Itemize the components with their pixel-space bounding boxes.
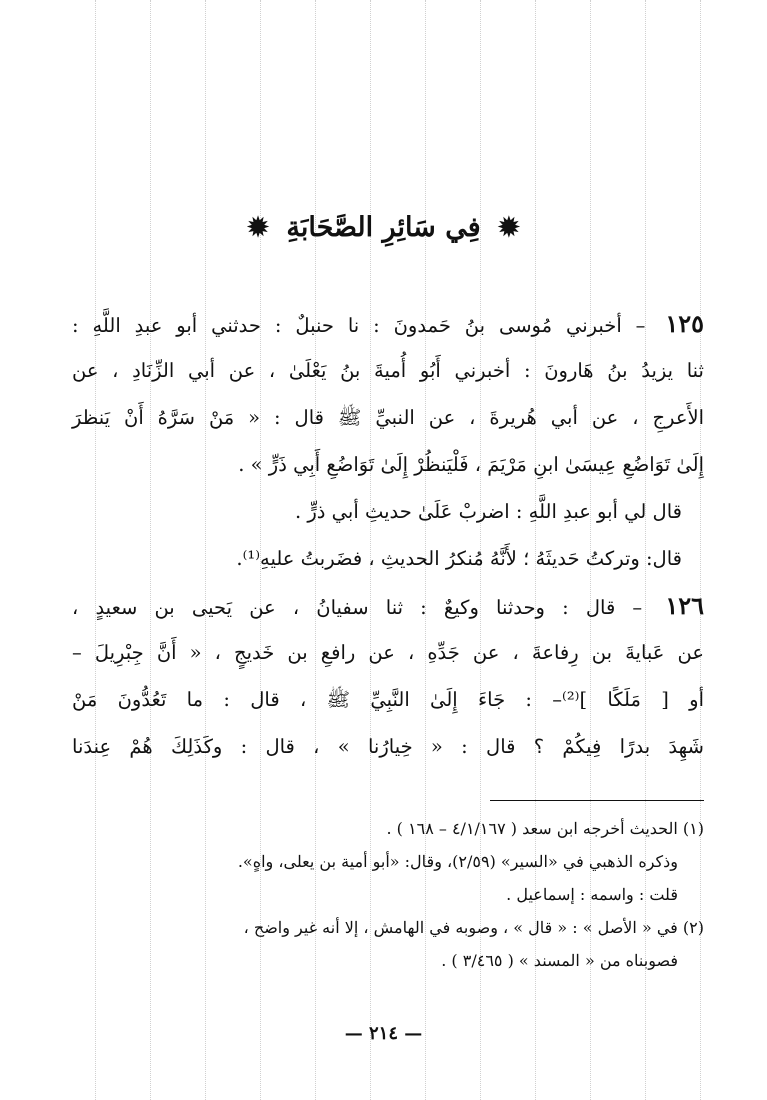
main-text bbox=[72, 300, 704, 770]
footnote-line: فصوبناه من « المسند » ( ٣/٤٦٥ ) . bbox=[441, 951, 678, 970]
section-heading bbox=[0, 208, 767, 248]
section-title: فِي سَائِرِ الصَّحَابَةِ bbox=[286, 212, 481, 243]
star-ornament-icon: ✹ bbox=[498, 213, 520, 243]
paragraph-line: الأَعرجِ ، عن أبي هُريرةَ ، عن النبيِّ ﷺ قال : « مَنْ سَرَّهُ أَنْ يَنظرَ bbox=[72, 406, 704, 429]
paragraph-line: عن عَبايةَ بن رِفاعةَ ، عن جَدِّهِ ، عن رافعِ بن خَديجٍ ، « أَنَّ جِبْرِيلَ – bbox=[72, 641, 704, 664]
paragraph-line: شَهِدَ بدرًا فِيكُمْ ؟ قال : « خِيارُنا » ، قال : وكَذَلِكَ هُمْ عِندَنا bbox=[72, 735, 704, 758]
page-number: — ٢١٤ — bbox=[344, 1023, 423, 1044]
paragraph-line: إِلَىٰ تَوَاضُعِ عِيسَىٰ ابنِ مَرْيَمَ ، فَلْيَنظُرْ إِلَىٰ تَوَاضُعِ أَبِي ذَرٍّ » . bbox=[238, 453, 704, 476]
footnote-line: قلت : واسمه : إسماعيل . bbox=[506, 885, 678, 904]
footnote-line: (١) الحديث أخرجه ابن سعد ( ٤/١/١٦٧ – ١٦٨ ) . bbox=[386, 819, 704, 838]
paragraph-line: قال: وتركتُ حَديثَهُ ؛ لأَنَّهُ مُنكرُ الحديثِ ، فضَربتُ عليهِ⁽¹⁾. bbox=[236, 547, 682, 570]
footnote-line: وذكره الذهبي في «السير» (٢/٥٩)، وقال: «أبو أمية بن يعلى، واهٍ». bbox=[237, 852, 678, 871]
paragraph-line: ١٢٥ – أخبرني مُوسى بنُ حَمدونَ : نا حنبلٌ : حدثني أبو عبدِ اللَّهِ : bbox=[72, 309, 704, 338]
hadith-number: ١٢٥ bbox=[665, 309, 704, 338]
footnotes bbox=[72, 812, 704, 977]
footnote-line: (٢) في « الأصل » : « قال » ، وصوبه في الهامش ، إلا أنه غير واضح ، bbox=[243, 918, 704, 937]
paragraph-line: ثنا يزيدُ بنُ هَارونَ : أخبرني أَبُو أُميةَ بنُ يَعْلَىٰ ، عن أبي الزِّنَادِ ، عن bbox=[72, 359, 704, 382]
star-ornament-icon: ✹ bbox=[247, 213, 269, 243]
footnote-divider bbox=[490, 800, 704, 801]
hadith-number: ١٢٦ bbox=[665, 591, 704, 620]
paragraph-line: أو [ مَلَكًا ]⁽²⁾– : جَاءَ إِلَىٰ النَّبِيِّ ﷺ ، قال : ما تَعُدُّونَ مَنْ bbox=[72, 688, 704, 711]
paragraph-line: ١٢٦ – قال : وحدثنا وكيعٌ : ثنا سفيانُ ، عن يَحيى بن سعيدٍ ، bbox=[72, 591, 704, 620]
paragraph-line: قال لي أبو عبدِ اللَّهِ : اضربْ عَلَىٰ حديثِ أبي ذرٍّ . bbox=[294, 500, 682, 523]
